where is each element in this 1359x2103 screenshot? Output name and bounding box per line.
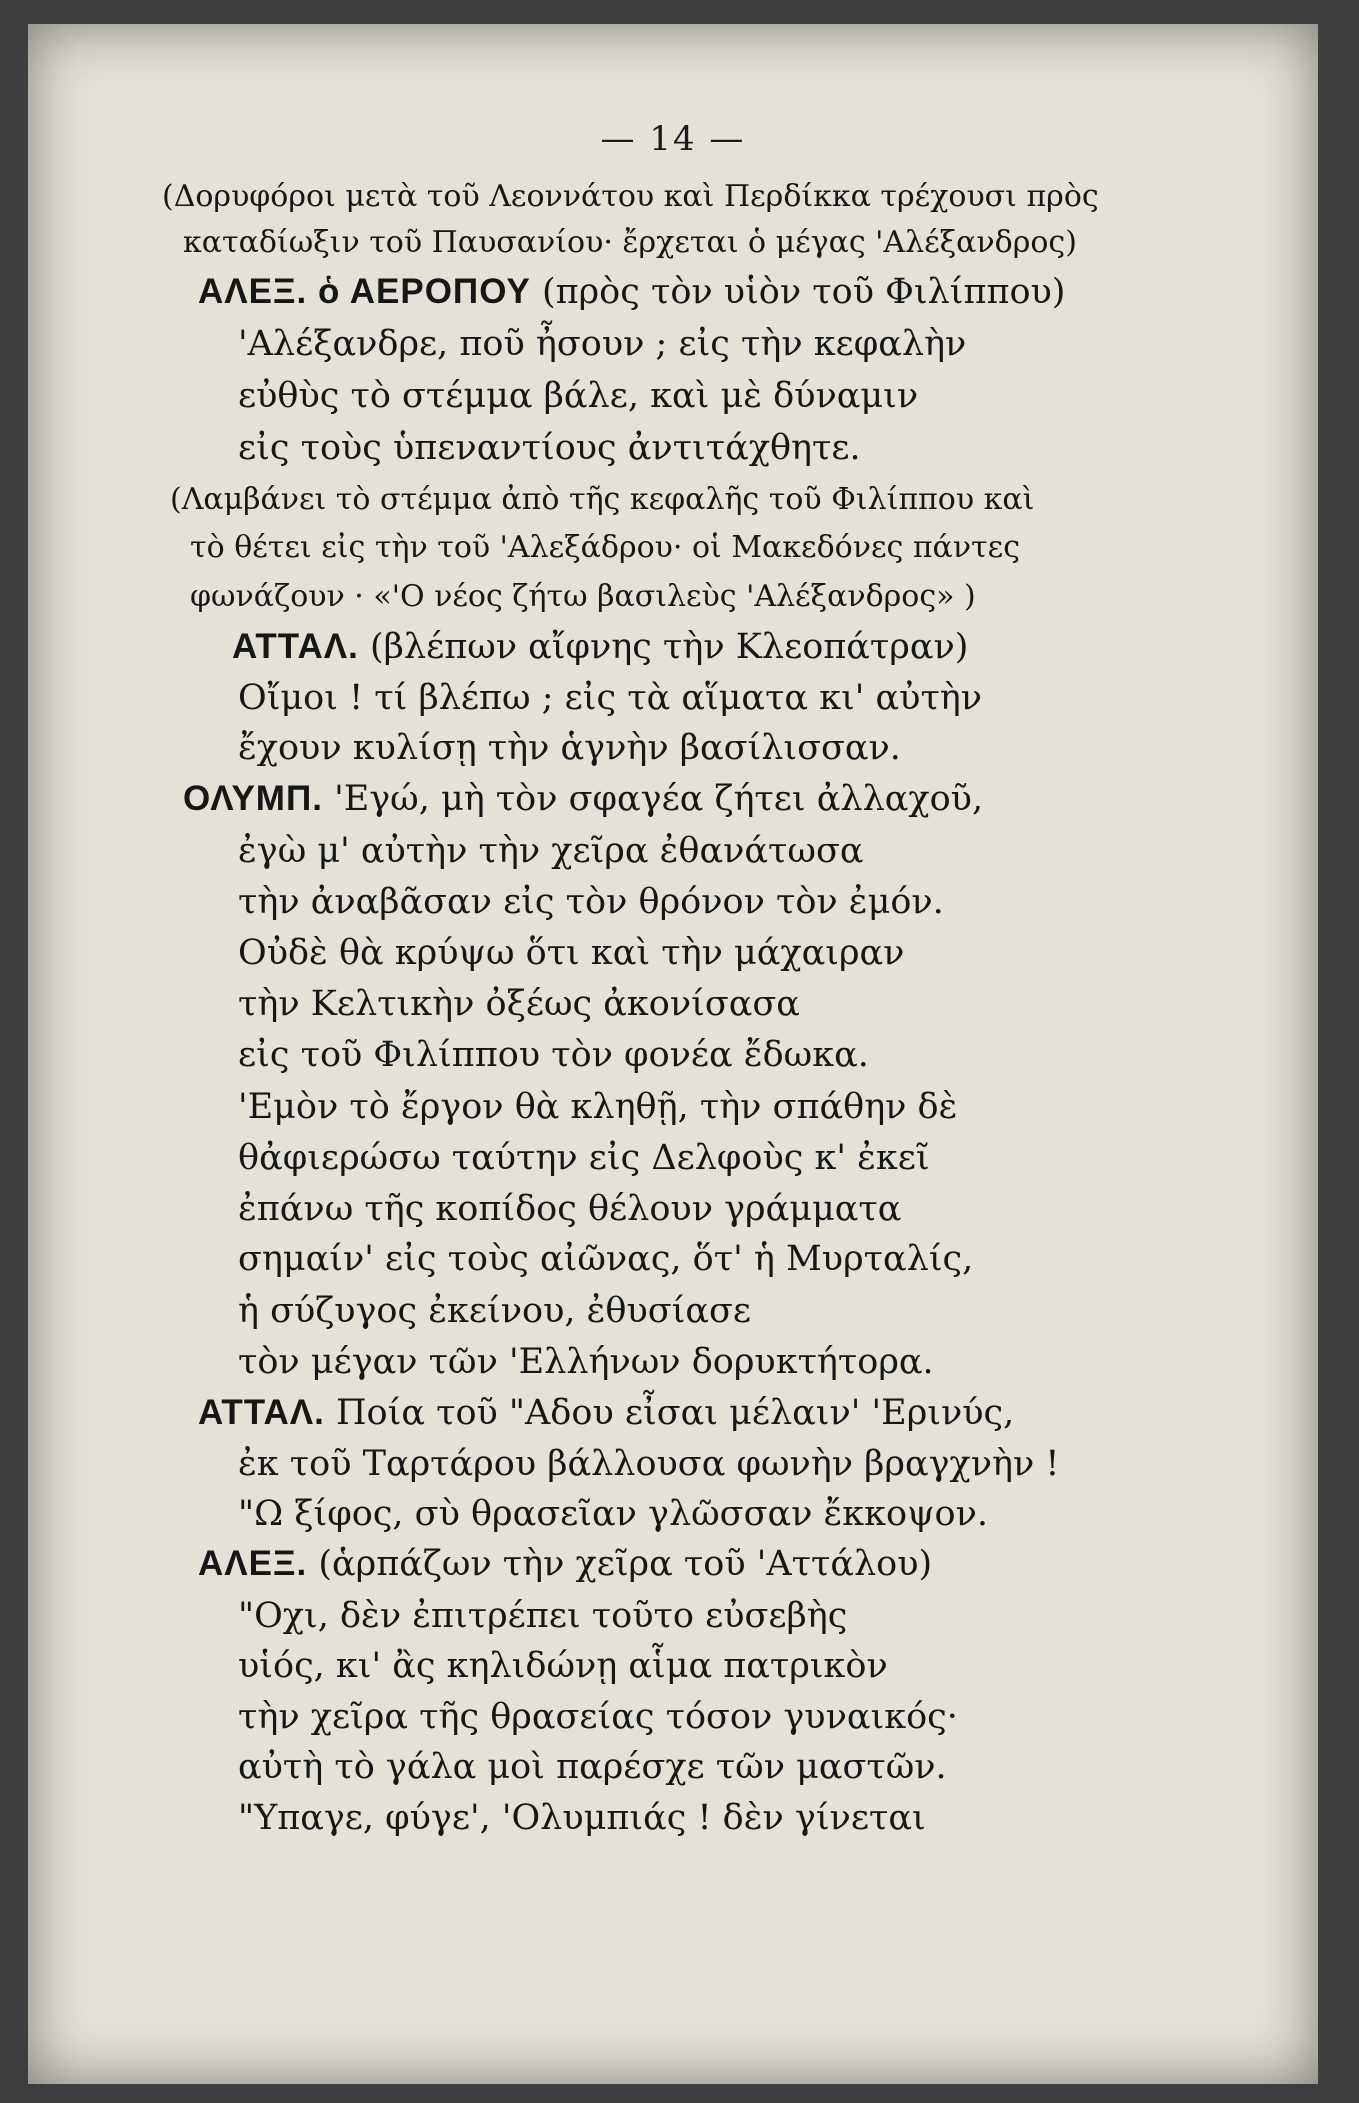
line-text: ἡ σύζυγος ἐκείνου, ἐθυσίασε [238,1291,752,1331]
text-line [238,1185,901,1233]
text-line [238,1642,888,1690]
line-text: "Ω ξίφος, σὺ θρασεῖαν γλῶσσαν ἔκκοψον. [238,1494,989,1534]
text-line [198,1389,1014,1437]
line-text: εἰς τοῦ Φιλίππου τὸν φονέα ἔδωκα. [238,1035,869,1075]
text-line [238,929,904,977]
line-text: ἐπάνω τῆς κοπίδος θέλουν γράμματα [238,1189,902,1229]
line-text: "Υπαγε, φύγε', 'Ολυμπιάς ! δὲν γίνεται [238,1798,926,1838]
line-text: τὸν μέγαν τῶν 'Ελλήνων δορυκτήτορα. [238,1342,934,1382]
line-text: "Οχι, δὲν ἐπιτρέπει τοῦτο εὐσεβὴς [238,1596,848,1636]
dialogue-text: 'Εγώ, μὴ τὸν σφαγέα ζήτει ἀλλαχοῦ, [322,779,984,819]
line-text: ἐκ τοῦ Ταρτάρου βάλλουσα φωνὴν βραγχνὴν ! [238,1444,1060,1484]
text-line [198,268,1065,316]
book-page [28,24,1318,2084]
text-line [238,1794,926,1842]
text-line [190,524,1020,572]
text-line [238,1338,934,1386]
speaker-name: ΑΛΕΞ. [198,1544,308,1583]
line-text: θἀφιερώσω ταύτην εἰς Δελφοὺς κ' ἐκεῖ [238,1138,930,1178]
speaker-name: ΟΛΥΜΠ. [183,779,323,818]
text-line [238,1743,947,1791]
text-line [238,1134,930,1182]
text-line [238,724,901,772]
line-text: φωνάζουν · «'Ο νέος ζήτω βασιλεὺς 'Αλέξανδρος» ) [190,579,976,614]
text-line [238,1693,958,1741]
text-line [238,980,800,1028]
line-text: εἰς τοὺς ὑπεναντίους ἀντιτάχθητε. [238,428,861,468]
line-text: αὐτὴ τὸ γάλα μοὶ παρέσχε τῶν μαστῶν. [238,1747,947,1787]
text-line [183,775,983,823]
line-text: σημαίν' εἰς τοὺς αἰῶνας, ὅτ' ἡ Μυρταλίς, [238,1239,974,1279]
dialogue-text: (πρὸς τὸν υἱὸν τοῦ Φιλίππου) [530,272,1066,312]
line-text: ἐγὼ μ' αὐτὴν τὴν χεῖρα ἐθανάτωσα [238,831,864,871]
text-line [238,1490,988,1538]
speaker-name: ΑΤΤΑΛ. [198,1393,325,1432]
text-line [238,320,966,368]
line-text: υἱός, κι' ἂς κηλιδώνῃ αἷμα πατρικὸν [238,1646,888,1686]
text-line [198,1540,932,1588]
text-line [162,173,1099,221]
dialogue-text: (βλέπων αἴφνης τὴν Κλεοπάτραν) [358,627,969,667]
line-text: τὴν Κελτικὴν ὀξέως ἀκονίσασα [238,984,800,1024]
line-text: ἔχουν κυλίσῃ τὴν ἁγνὴν βασίλισσαν. [238,728,901,768]
text-line [190,573,976,621]
line-text: (Λαμβάνει τὸ στέμμα ἀπὸ τῆς κεφαλῆς τοῦ Φιλίππου καὶ [170,482,1035,517]
text-line [238,1592,847,1640]
text-line [238,372,918,420]
text-line [238,1287,751,1335]
text-line [238,878,944,926]
text-line [238,424,861,472]
line-text: τὴν ἀναβᾶσαν εἰς τὸν θρόνον τὸν ἐμόν. [238,882,944,922]
text-line [238,1235,973,1283]
text-line [183,219,1077,267]
speaker-name: ΑΤΤΑΛ. [232,627,359,666]
line-text: (Δορυφόροι μετὰ τοῦ Λεοννάτου καὶ Περδίκκα τρέχουσι πρὸς [162,179,1099,214]
page-number: — 14 — [600,119,746,159]
text-line [238,674,982,722]
line-text: 'Αλέξανδρε, ποῦ ἦσουν ; εἰς τὴν κεφαλὴν [238,324,967,364]
line-text: Οὐδὲ θὰ κρύψω ὅτι καὶ τὴν μάχαιραν [238,933,905,973]
line-text: καταδίωξιν τοῦ Παυσανίου· ἔρχεται ὁ μέγας 'Αλέξανδρος) [183,225,1077,260]
line-text: 'Εμὸν τὸ ἔργον θὰ κληθῇ, τὴν σπάθην δὲ [238,1087,958,1127]
line-text: τὸ θέτει εἰς τὴν τοῦ 'Αλεξάδρου· οἱ Μακεδόνες πάντες [190,530,1020,565]
text-line [238,827,863,875]
text-line [170,476,1034,524]
dialogue-text: Ποία τοῦ "Αδου εἶσαι μέλαιν' 'Ερινύς, [324,1393,1015,1433]
text-line [232,623,968,671]
line-text: τὴν χεῖρα τῆς θρασείας τόσον γυναικός· [238,1697,958,1737]
line-text: εὐθὺς τὸ στέμμα βάλε, καὶ μὲ δύναμιν [238,376,919,416]
text-line [238,1031,869,1079]
line-text: Οἴμοι ! τί βλέπω ; εἰς τὰ αἵματα κι' αὐτὴν [238,678,983,718]
text-line [238,1440,1059,1488]
speaker-name: ΑΛΕΞ. ὁ ΑΕΡΟΠΟΥ [198,272,531,311]
text-line [238,1083,957,1131]
dialogue-text: (ἁρπάζων τὴν χεῖρα τοῦ 'Αττάλου) [307,1544,933,1584]
